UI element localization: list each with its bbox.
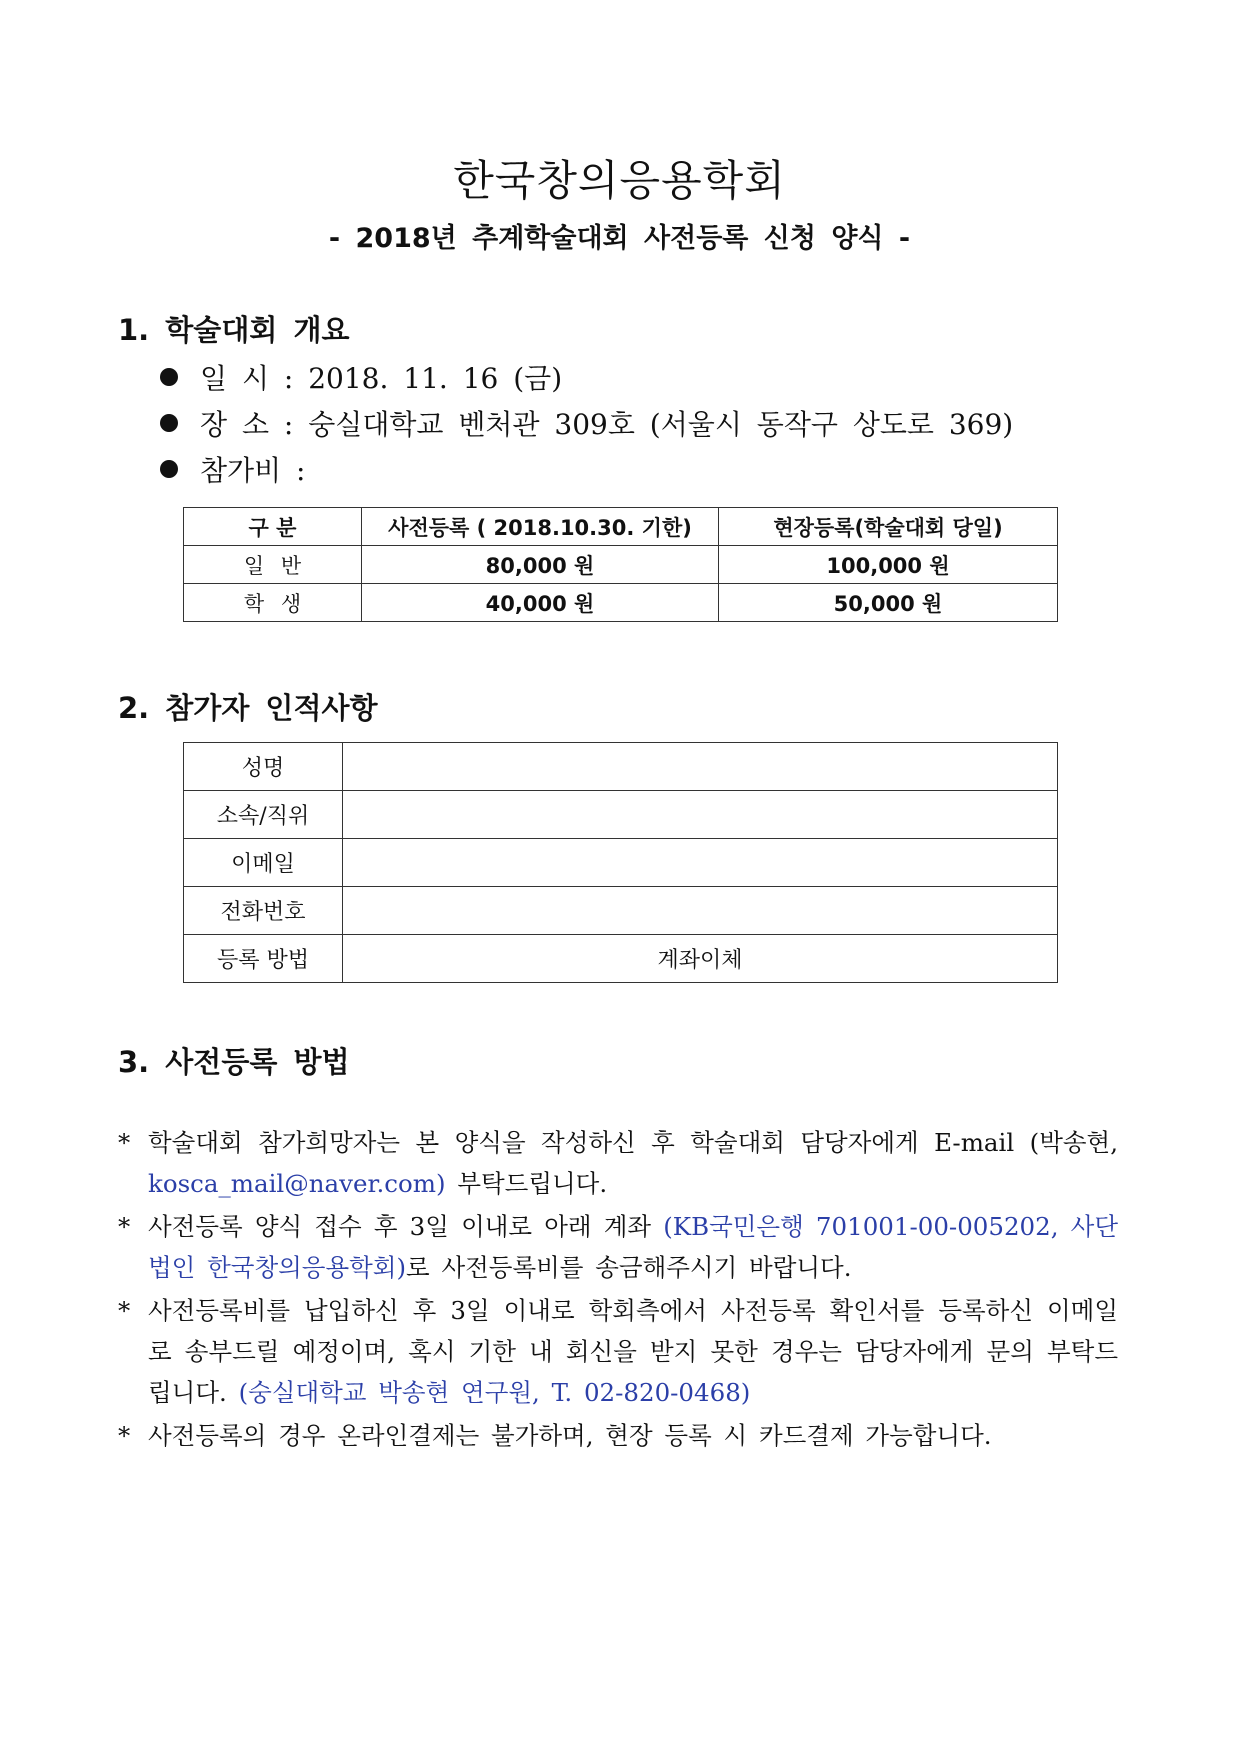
note-item: * 사전등록비를 납입하신 후 3일 이내로 학회측에서 사전등록 확인서를 등록하신 이메일로 송부드릴 예정이며, 혹시 기한 내 회신을 받지 못한 경우는 담당자에게 문의 부탁드립니다. (숭실대학교 박송현 연구원, T. 02-820-0468) [118, 1290, 1118, 1413]
contact-email: kosca_mail@naver.com) [148, 1169, 446, 1198]
fee-header-onsite: 현장등록(학술대회 당일) [719, 508, 1058, 546]
field-label-affiliation: 소속/직위 [184, 791, 343, 839]
fee-category: 학 생 [184, 584, 362, 622]
asterisk-icon: * [118, 1421, 131, 1450]
section-3-heading: 3. 사전등록 방법 [118, 1045, 350, 1079]
registration-notes [118, 1122, 1118, 1458]
field-label-method: 등록 방법 [184, 935, 343, 983]
overview-item-date: 일 시 : 2018. 11. 16 (금) [160, 356, 1013, 402]
fee-pre: 80,000 원 [362, 546, 719, 584]
bullet-icon [160, 460, 178, 478]
asterisk-icon: * [118, 1212, 131, 1241]
fee-onsite: 100,000 원 [719, 546, 1058, 584]
fee-category: 일 반 [184, 546, 362, 584]
field-value-method: 계좌이체 [343, 935, 1058, 983]
bank-account: (KB국민은행 701001-00-005202, 사단법인 한국창의응용학회) [148, 1212, 1118, 1282]
section-1-heading: 1. 학술대회 개요 [118, 313, 350, 347]
field-value-phone[interactable] [343, 887, 1058, 935]
table-row [184, 935, 1058, 983]
bullet-icon [160, 414, 178, 432]
field-value-affiliation[interactable] [343, 791, 1058, 839]
table-row [184, 584, 1058, 622]
table-row [184, 791, 1058, 839]
asterisk-icon: * [118, 1128, 131, 1157]
overview-item-fee: 참가비 : [160, 448, 1013, 494]
field-label-name: 성명 [184, 743, 343, 791]
table-row [184, 743, 1058, 791]
fee-table-header [184, 508, 1058, 546]
field-label-email: 이메일 [184, 839, 343, 887]
asterisk-icon: * [118, 1296, 131, 1325]
overview-item-venue: 장 소 : 숭실대학교 벤처관 309호 (서울시 동작구 상도로 369) [160, 402, 1013, 448]
bullet-icon [160, 368, 178, 386]
note-item: * 사전등록 양식 접수 후 3일 이내로 아래 계좌 (KB국민은행 701001-00-005202, 사단법인 한국창의응용학회)로 사전등록비를 송금해주시기 바랍니다. [118, 1206, 1118, 1288]
section-2-heading: 2. 참가자 인적사항 [118, 691, 378, 725]
table-row [184, 887, 1058, 935]
overview-list [160, 356, 1013, 494]
document-title: 한국창의응용학회 [453, 156, 786, 205]
field-value-email[interactable] [343, 839, 1058, 887]
participant-info-table [183, 742, 1058, 983]
fee-header-category: 구 분 [184, 508, 362, 546]
fee-table [183, 507, 1058, 622]
table-row [184, 546, 1058, 584]
field-value-name[interactable] [343, 743, 1058, 791]
fee-onsite: 50,000 원 [719, 584, 1058, 622]
note-item: * 사전등록의 경우 온라인결제는 불가하며, 현장 등록 시 카드결제 가능합니다. [118, 1415, 1118, 1456]
fee-header-pre: 사전등록 ( 2018.10.30. 기한) [362, 508, 719, 546]
note-item: * 학술대회 참가희망자는 본 양식을 작성하신 후 학술대회 담당자에게 E-mail (박송현, kosca_mail@naver.com) 부탁드립니다. [118, 1122, 1118, 1204]
table-row [184, 839, 1058, 887]
fee-pre: 40,000 원 [362, 584, 719, 622]
document-subtitle: - 2018년 추계학술대회 사전등록 신청 양식 - [328, 223, 911, 254]
contact-person: (숭실대학교 박송현 연구원, T. 02-820-0468) [238, 1378, 751, 1407]
field-label-phone: 전화번호 [184, 887, 343, 935]
